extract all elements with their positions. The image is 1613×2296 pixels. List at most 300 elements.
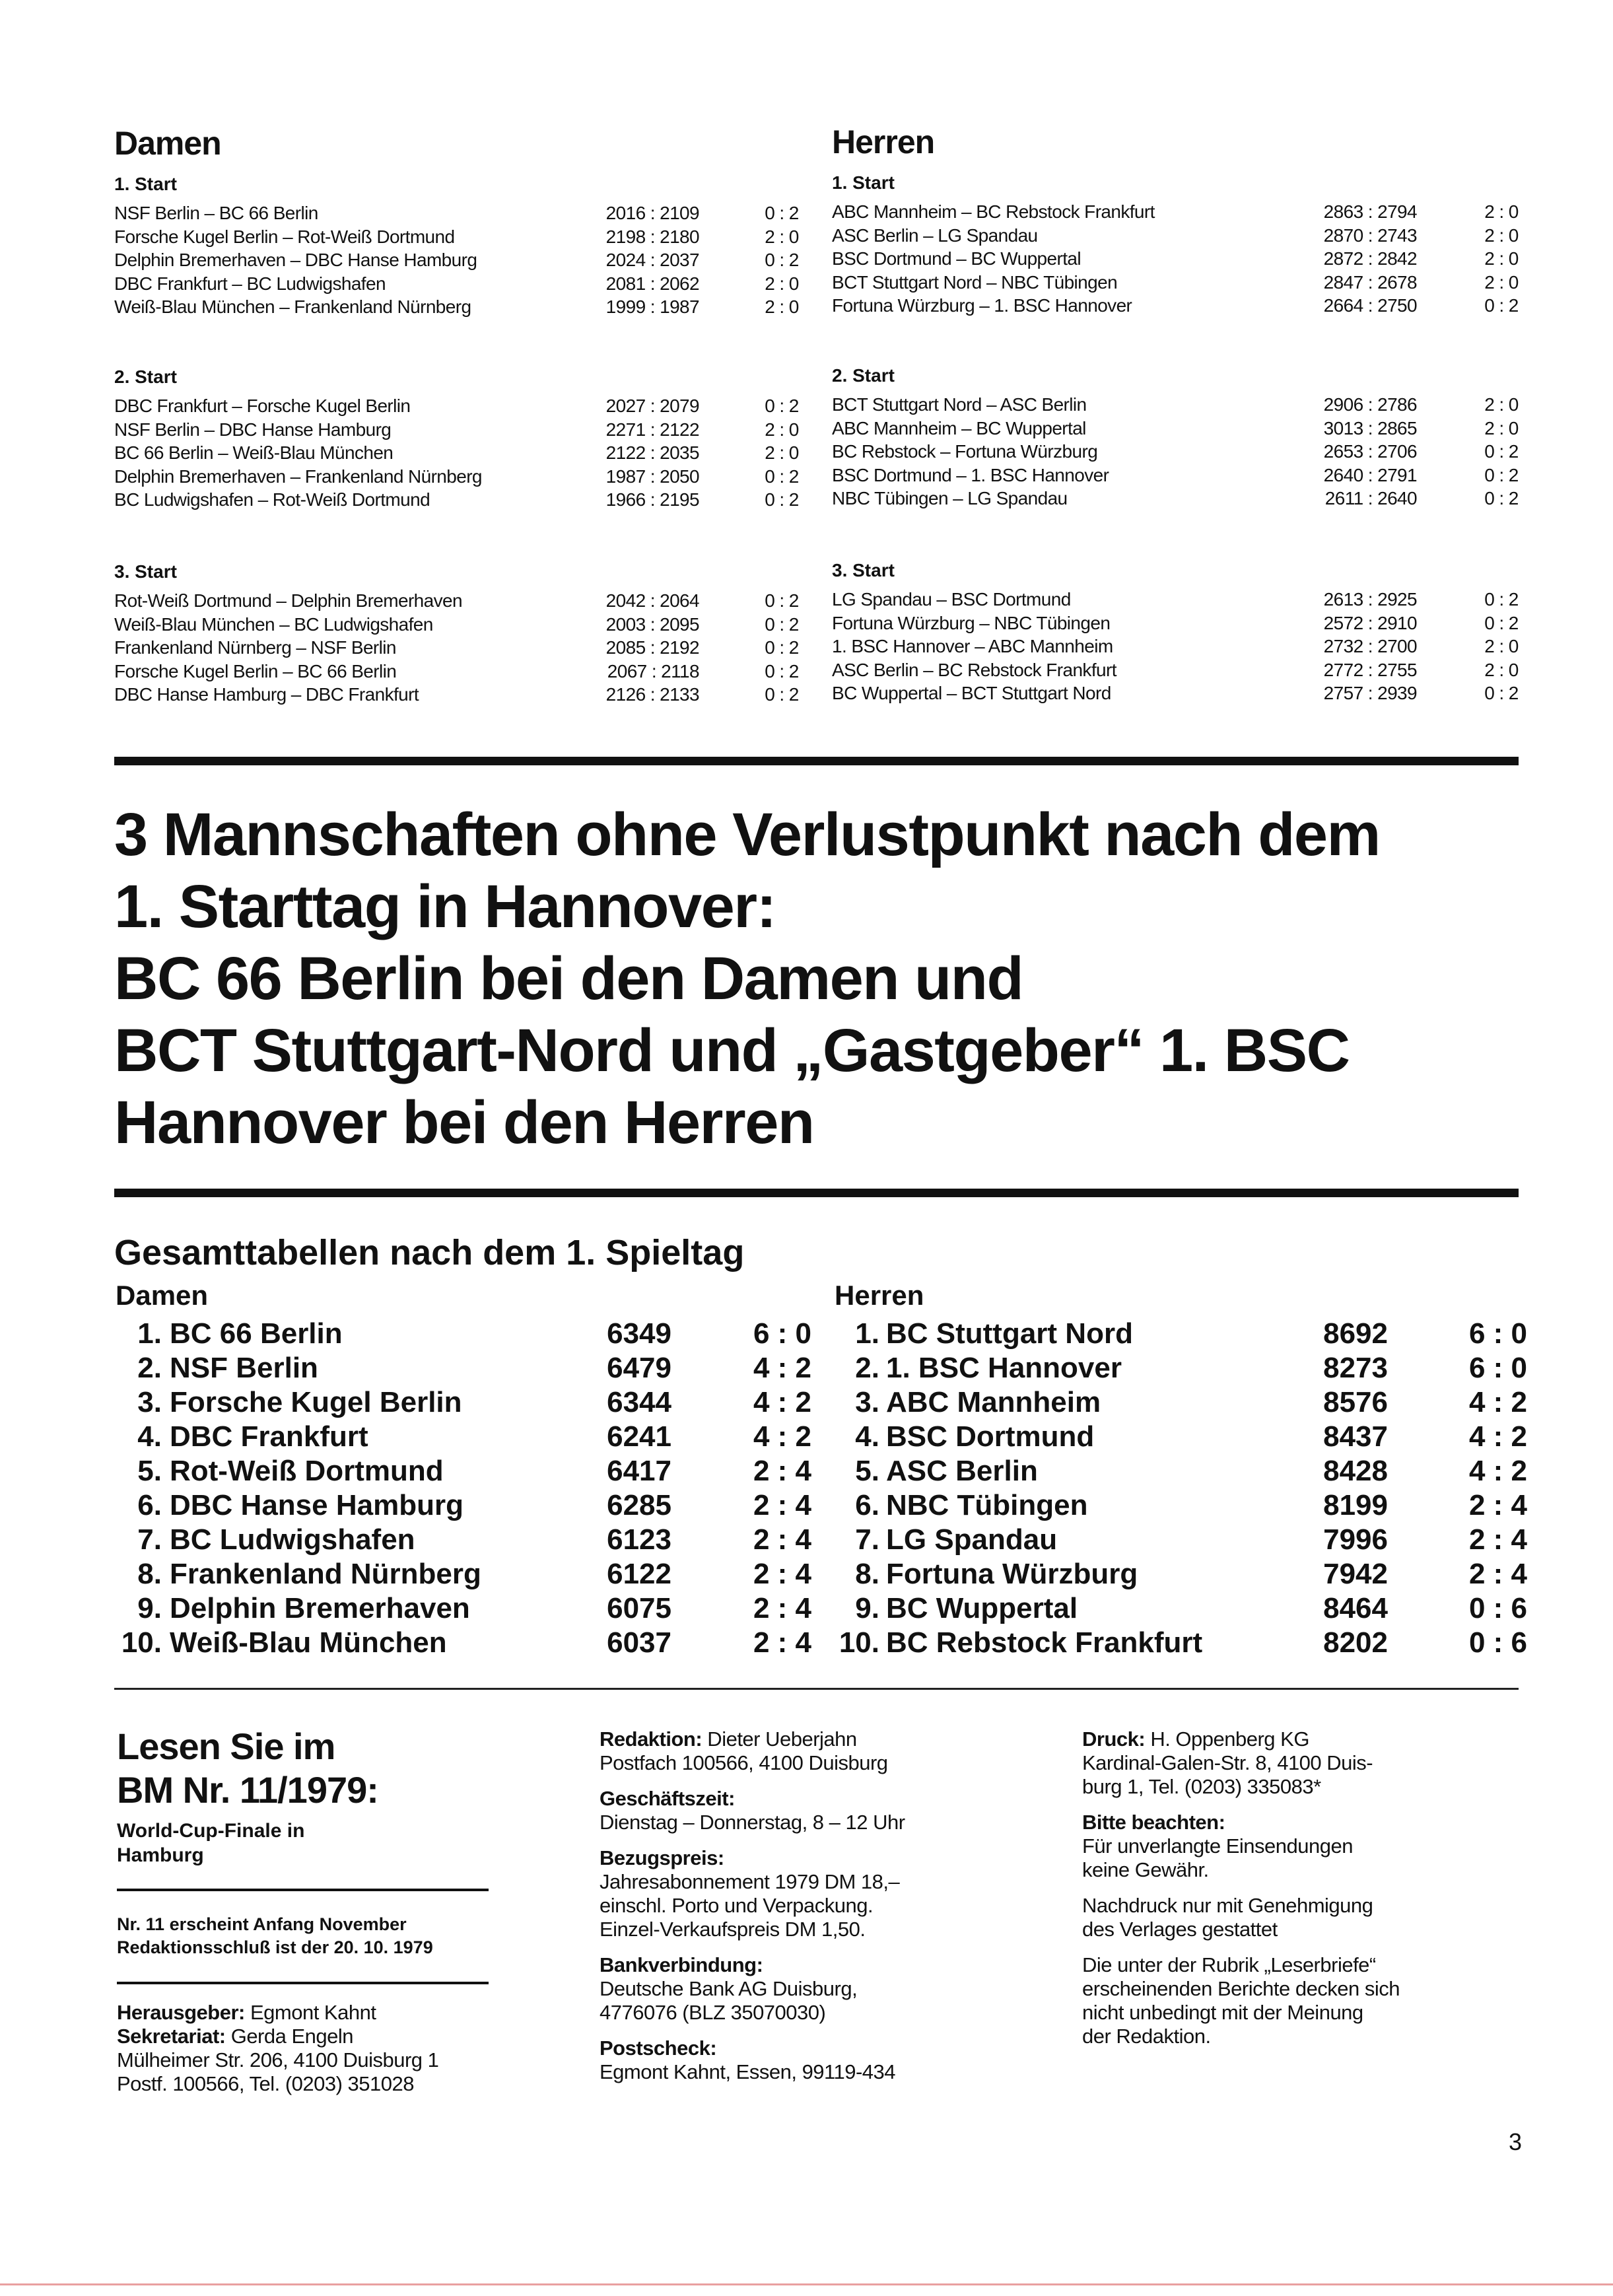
spacer (1417, 611, 1482, 635)
team-name: NSF Berlin (170, 1352, 318, 1384)
match-pairing: Forsche Kugel Berlin – BC 66 Berlin (114, 660, 397, 681)
spacer (1388, 1454, 1468, 1488)
total-pins: 6037 (607, 1626, 671, 1659)
match-score: 2611 : 2640 (1324, 488, 1417, 508)
match-pairing: ABC Mannheim – BC Rebstock Frankfurt (832, 201, 1155, 222)
imprint-line: Egmont Kahnt, Essen, 99119-434 (600, 2060, 896, 2083)
match-row (114, 295, 802, 319)
standings-row (832, 1317, 1528, 1351)
total-pins: 8199 (1323, 1489, 1388, 1521)
standings-row (832, 1591, 1528, 1626)
match-score: 2906 : 2786 (1323, 394, 1417, 415)
standings-row (112, 1454, 812, 1488)
team-name: ABC Mannheim (886, 1386, 1101, 1418)
imprint-label: Geschäftszeit: (600, 1787, 735, 1810)
damen-start-3 (114, 560, 802, 707)
imprint-line: burg 1, Tel. (0203) 335083* (1082, 1775, 1321, 1798)
spacer (879, 1351, 886, 1385)
imprint-heading (600, 1787, 905, 1811)
match-row (114, 248, 802, 272)
match-pairing: BC Rebstock – Fortuna Würzburg (832, 441, 1098, 462)
match-pairing: DBC Frankfurt – Forsche Kugel Berlin (114, 396, 411, 416)
match-points: 0 : 6 (1468, 1626, 1528, 1659)
spacer (1388, 1317, 1468, 1351)
spacer (879, 1420, 886, 1454)
spacer (671, 1420, 753, 1454)
standings-row (832, 1351, 1528, 1385)
imprint-block (600, 1953, 905, 2025)
total-pins: 6285 (607, 1489, 671, 1521)
spacer (1388, 1420, 1468, 1454)
spacer (879, 1523, 886, 1557)
standings-row (112, 1317, 812, 1351)
spacer (1417, 487, 1482, 510)
match-points: 2 : 4 (1468, 1558, 1528, 1590)
team-name: LG Spandau (886, 1523, 1058, 1556)
match-row (832, 464, 1521, 487)
team-name: Forsche Kugel Berlin (170, 1386, 462, 1418)
rank: 5. (137, 1455, 162, 1487)
spacer (699, 248, 762, 272)
match-pairing: NBC Tübingen – LG Spandau (832, 488, 1068, 508)
standings-row (112, 1385, 812, 1420)
standings-damen-table (112, 1317, 812, 1660)
rank: 8. (855, 1558, 879, 1590)
match-score: 2870 : 2743 (1323, 225, 1417, 246)
spacer (879, 1488, 886, 1523)
match-score: 2085 : 2192 (605, 637, 699, 658)
match-result: 0 : 2 (1484, 683, 1519, 703)
match-score: 2126 : 2133 (605, 684, 699, 705)
match-score: 2122 : 2035 (605, 442, 699, 463)
match-row (832, 247, 1521, 271)
damen-start-1 (114, 172, 802, 319)
total-pins: 8273 (1323, 1352, 1388, 1384)
divider-rule (114, 757, 1519, 765)
start-label: 3. Start (114, 561, 177, 582)
standings-row (832, 1557, 1528, 1591)
team-name: 1. BSC Hannover (886, 1352, 1122, 1384)
imprint-line: Kardinal-Galen-Str. 8, 4100 Duis- (1082, 1751, 1373, 1774)
match-row (832, 393, 1521, 417)
damen-results-heading: Damen (114, 125, 221, 162)
standings-herren-label: Herren (835, 1280, 924, 1311)
next-issue-notice (117, 1913, 433, 1959)
headline-line: BC 66 Berlin bei den Damen und (114, 945, 1023, 1012)
match-score: 2664 : 2750 (1323, 295, 1417, 316)
match-score: 2872 : 2842 (1323, 248, 1417, 269)
imprint-heading (600, 1846, 905, 1870)
match-result: 0 : 2 (1484, 488, 1519, 508)
team-name: Rot-Weiß Dortmund (170, 1455, 444, 1487)
imprint-label: Bezugspreis: (600, 1846, 724, 1869)
footer-rule (117, 1889, 489, 1891)
bottom-red-rule (0, 2283, 1613, 2285)
imprint-line: erscheinenden Berichte decken sich (1082, 1977, 1400, 2000)
standings-row (112, 1557, 812, 1591)
imprint-label: Postscheck: (600, 2036, 717, 2060)
publisher-label: Herausgeber: (117, 2001, 245, 2024)
herren-start-3 (832, 559, 1521, 705)
rank: 7. (855, 1523, 879, 1556)
team-name: Weiß-Blau München (170, 1626, 447, 1659)
spacer (1417, 440, 1482, 464)
match-points: 6 : 0 (1468, 1317, 1528, 1350)
spacer (671, 1488, 753, 1523)
spacer (879, 1591, 886, 1626)
spacer (1417, 658, 1482, 682)
rank: 4. (137, 1420, 162, 1453)
standings-row (832, 1385, 1528, 1420)
rank: 3. (855, 1386, 879, 1418)
imprint-heading (600, 2036, 905, 2060)
match-row (832, 271, 1521, 295)
team-name: BC Stuttgart Nord (886, 1317, 1133, 1350)
standings-row (832, 1626, 1528, 1660)
match-result: 2 : 0 (765, 273, 799, 294)
spacer (1388, 1523, 1468, 1557)
match-pairing: BC 66 Berlin – Weiß-Blau München (114, 442, 394, 463)
match-pairing: Fortuna Würzburg – 1. BSC Hannover (832, 295, 1132, 316)
rank: 2. (137, 1352, 162, 1384)
match-score: 2003 : 2095 (605, 613, 699, 635)
imprint-heading (600, 1953, 905, 1977)
spacer (162, 1454, 170, 1488)
total-pins: 7996 (1323, 1523, 1388, 1556)
match-pairing: DBC Hanse Hamburg – DBC Frankfurt (114, 684, 419, 705)
match-row (832, 294, 1521, 318)
spacer (879, 1557, 886, 1591)
match-result: 0 : 2 (765, 660, 799, 681)
secretariat-value: Gerda Engeln (225, 2025, 354, 2048)
page-number: 3 (1509, 2128, 1523, 2155)
match-points: 4 : 2 (1468, 1420, 1528, 1453)
preview-topic: Hamburg (117, 1844, 204, 1866)
match-pairing: BC Wuppertal – BCT Stuttgart Nord (832, 683, 1111, 703)
match-score: 2198 : 2180 (605, 226, 699, 247)
match-row (114, 201, 802, 225)
imprint-block (600, 1787, 905, 1834)
match-row (114, 418, 802, 442)
spacer (671, 1626, 753, 1660)
spacer (879, 1626, 886, 1660)
secretariat-label: Sekretariat: (117, 2025, 226, 2048)
spacer (162, 1557, 170, 1591)
herren-start-1 (832, 171, 1521, 318)
spacer (671, 1351, 753, 1385)
match-result: 2 : 0 (765, 226, 799, 247)
standings-row (112, 1351, 812, 1385)
imprint-line: des Verlages gestattet (1082, 1918, 1278, 1941)
match-points: 4 : 2 (753, 1420, 812, 1453)
rank: 9. (137, 1592, 162, 1624)
match-result: 2 : 0 (765, 442, 799, 463)
start-label: 3. Start (832, 560, 895, 580)
match-pairing: BCT Stuttgart Nord – NBC Tübingen (832, 271, 1118, 293)
spacer (671, 1523, 753, 1557)
total-pins: 6122 (607, 1558, 671, 1590)
spacer (1388, 1488, 1468, 1523)
match-row (832, 440, 1521, 464)
match-points: 2 : 4 (1468, 1489, 1528, 1521)
standings-row (112, 1523, 812, 1557)
match-points: 2 : 4 (753, 1558, 812, 1590)
match-score: 2271 : 2122 (605, 419, 699, 440)
spacer (699, 441, 762, 465)
match-row (114, 225, 802, 249)
spacer (879, 1317, 886, 1351)
match-score: 2653 : 2706 (1323, 441, 1417, 462)
match-result: 2 : 0 (765, 296, 799, 317)
imprint-line: Einzel-Verkaufspreis DM 1,50. (600, 1918, 866, 1941)
spacer (162, 1626, 170, 1660)
match-pairing: 1. BSC Hannover – ABC Mannheim (832, 636, 1113, 656)
spacer (162, 1351, 170, 1385)
rank: 7. (137, 1523, 162, 1556)
match-pairing: Fortuna Würzburg – NBC Tübingen (832, 612, 1111, 633)
match-score: 2757 : 2939 (1323, 683, 1417, 703)
spacer (1417, 200, 1482, 224)
divider-rule (114, 1189, 1519, 1197)
total-pins: 8692 (1323, 1317, 1388, 1350)
publisher-value: Egmont Kahnt (244, 2001, 376, 2024)
team-name: BC Ludwigshafen (170, 1523, 415, 1556)
team-name: DBC Frankfurt (170, 1420, 368, 1453)
standings-row (112, 1591, 812, 1626)
match-pairing: DBC Frankfurt – BC Ludwigshafen (114, 273, 386, 294)
imprint-block (600, 1727, 905, 1775)
spacer (699, 465, 762, 489)
spacer (162, 1385, 170, 1420)
spacer (1417, 247, 1482, 271)
address-line: Mülheimer Str. 206, 4100 Duisburg 1 (117, 2048, 439, 2071)
match-row (832, 487, 1521, 510)
match-score: 2067 : 2118 (607, 660, 699, 681)
rank: 8. (137, 1558, 162, 1590)
spacer (1388, 1591, 1468, 1626)
match-result: 2 : 0 (1484, 201, 1519, 222)
match-row (114, 394, 802, 418)
standings-title: Gesamttabellen nach dem 1. Spieltag (114, 1233, 745, 1272)
total-pins: 6479 (607, 1352, 671, 1384)
match-result: 0 : 2 (765, 613, 799, 635)
spacer (699, 488, 762, 512)
imprint-line: Jahresabonnement 1979 DM 18,– (600, 1870, 900, 1893)
total-pins: 7942 (1323, 1558, 1388, 1590)
rank: 1. (855, 1317, 879, 1350)
match-points: 2 : 4 (753, 1523, 812, 1556)
team-name: BC Wuppertal (886, 1592, 1078, 1624)
match-points: 2 : 4 (753, 1455, 812, 1487)
match-row (114, 683, 802, 707)
match-points: 2 : 4 (753, 1489, 812, 1521)
match-score: 2016 : 2109 (605, 203, 699, 223)
match-row (114, 488, 802, 512)
match-row (114, 660, 802, 683)
match-result: 0 : 2 (765, 637, 799, 658)
imprint-block (1082, 1953, 1400, 2048)
match-score: 2732 : 2700 (1323, 636, 1417, 656)
match-score: 2572 : 2910 (1323, 612, 1417, 633)
divider-rule (114, 1688, 1519, 1690)
match-result: 2 : 0 (765, 419, 799, 440)
total-pins: 6075 (607, 1592, 671, 1624)
imprint-line: 4776076 (BLZ 35070030) (600, 2001, 826, 2024)
imprint-line: Die unter der Rubrik „Leserbriefe“ (1082, 1953, 1376, 1976)
total-pins: 8437 (1323, 1420, 1388, 1453)
total-pins: 6241 (607, 1420, 671, 1453)
spacer (1388, 1351, 1468, 1385)
spacer (699, 418, 762, 442)
match-result: 0 : 2 (1484, 612, 1519, 633)
rank: 6. (855, 1489, 879, 1521)
spacer (699, 394, 762, 418)
match-points: 2 : 4 (753, 1626, 812, 1659)
spacer (1388, 1385, 1468, 1420)
match-pairing: Frankenland Nürnberg – NSF Berlin (114, 637, 396, 658)
total-pins: 8202 (1323, 1626, 1388, 1659)
match-score: 2863 : 2794 (1323, 201, 1417, 222)
start-label: 1. Start (832, 172, 895, 193)
spacer (699, 683, 762, 707)
headline (114, 799, 1380, 1159)
match-points: 4 : 2 (753, 1386, 812, 1418)
damen-start-2 (114, 365, 802, 512)
imprint-label: Druck: (1082, 1727, 1146, 1751)
imprint-block (600, 1846, 905, 1941)
match-result: 2 : 0 (1484, 271, 1519, 293)
total-pins: 8464 (1323, 1592, 1388, 1624)
match-result: 2 : 0 (1484, 248, 1519, 269)
match-pairing: BSC Dortmund – 1. BSC Hannover (832, 464, 1109, 485)
herren-start-2 (832, 364, 1521, 510)
start-label: 2. Start (114, 366, 177, 387)
match-row (114, 589, 802, 613)
match-score: 1999 : 1987 (605, 296, 699, 317)
spacer (162, 1488, 170, 1523)
imprint-line: einschl. Porto und Verpackung. (600, 1894, 874, 1917)
imprint-column-3 (1082, 1727, 1400, 2060)
imprint-heading (1082, 1811, 1400, 1834)
rank: 10. (839, 1626, 879, 1659)
spacer (1417, 393, 1482, 417)
spacer (699, 636, 762, 660)
imprint-heading (600, 1727, 905, 1751)
spacer (671, 1317, 753, 1351)
imprint-line: der Redaktion. (1082, 2025, 1211, 2048)
match-pairing: BCT Stuttgart Nord – ASC Berlin (832, 394, 1087, 415)
headline-line: 1. Starttag in Hannover: (114, 873, 776, 940)
spacer (671, 1557, 753, 1591)
total-pins: 6123 (607, 1523, 671, 1556)
imprint-column-2 (600, 1727, 905, 2096)
match-result: 0 : 2 (1484, 589, 1519, 609)
match-row (832, 658, 1521, 682)
match-row (114, 636, 802, 660)
imprint-label: Bitte beachten: (1082, 1811, 1225, 1834)
spacer (699, 225, 762, 249)
standings-row (112, 1626, 812, 1660)
match-points: 2 : 4 (753, 1592, 812, 1624)
team-name: BC 66 Berlin (170, 1317, 343, 1350)
match-result: 0 : 2 (765, 590, 799, 611)
imprint-label: Bankverbindung: (600, 1953, 763, 1976)
headline-line: BCT Stuttgart-Nord und „Gastgeber“ 1. BSC (114, 1017, 1350, 1084)
spacer (671, 1385, 753, 1420)
match-row (114, 441, 802, 465)
match-pairing: ABC Mannheim – BC Wuppertal (832, 417, 1086, 438)
match-points: 0 : 6 (1468, 1592, 1528, 1624)
spacer (699, 201, 762, 225)
match-score: 1987 : 2050 (605, 466, 699, 487)
preview-box (117, 1725, 378, 1867)
team-name: BSC Dortmund (886, 1420, 1095, 1453)
spacer (162, 1523, 170, 1557)
rank: 5. (855, 1455, 879, 1487)
imprint-block (1082, 1811, 1400, 1882)
match-score: 1966 : 2195 (605, 489, 699, 510)
match-pairing: Weiß-Blau München – Frankenland Nürnberg (114, 296, 471, 317)
match-result: 0 : 2 (1484, 441, 1519, 462)
match-pairing: Rot-Weiß Dortmund – Delphin Bremerhaven (114, 590, 462, 611)
publisher-info (117, 2001, 438, 2096)
match-score: 2847 : 2678 (1323, 271, 1417, 293)
standings-row (112, 1420, 812, 1454)
match-score: 2081 : 2062 (605, 273, 699, 294)
spacer (699, 272, 762, 296)
match-pairing: Forsche Kugel Berlin – Rot-Weiß Dortmund (114, 226, 455, 247)
match-score: 2613 : 2925 (1323, 589, 1417, 609)
spacer (671, 1591, 753, 1626)
headline-line: 3 Mannschaften ohne Verlustpunkt nach dem (114, 801, 1380, 868)
standings-row (832, 1523, 1528, 1557)
match-row (832, 611, 1521, 635)
rank: 3. (137, 1386, 162, 1418)
imprint-value: Dieter Ueberjahn (702, 1727, 857, 1751)
spacer (162, 1317, 170, 1351)
match-result: 0 : 2 (765, 466, 799, 487)
match-points: 4 : 2 (1468, 1455, 1528, 1487)
spacer (671, 1454, 753, 1488)
match-pairing: Weiß-Blau München – BC Ludwigshafen (114, 613, 433, 635)
start-label: 1. Start (114, 174, 177, 194)
match-row (832, 635, 1521, 658)
standings-row (832, 1454, 1528, 1488)
total-pins: 6417 (607, 1455, 671, 1487)
spacer (1417, 588, 1482, 611)
imprint-heading (1082, 1727, 1400, 1751)
rank: 1. (137, 1317, 162, 1350)
match-result: 2 : 0 (1484, 659, 1519, 680)
match-pairing: ASC Berlin – BC Rebstock Frankfurt (832, 659, 1116, 680)
spacer (1417, 635, 1482, 658)
match-row (832, 588, 1521, 611)
preview-topic: World-Cup-Finale in (117, 1820, 305, 1842)
imprint-line: Deutsche Bank AG Duisburg, (600, 1977, 858, 2000)
team-name: Delphin Bremerhaven (170, 1592, 470, 1624)
standings-herren-table (832, 1317, 1528, 1660)
team-name: Frankenland Nürnberg (170, 1558, 481, 1590)
match-result: 0 : 2 (765, 396, 799, 416)
match-pairing: BC Ludwigshafen – Rot-Weiß Dortmund (114, 489, 430, 510)
standings-row (112, 1488, 812, 1523)
preview-title: Lesen Sie im (117, 1725, 335, 1767)
preview-title: BM Nr. 11/1979: (117, 1769, 378, 1811)
match-result: 2 : 0 (1484, 417, 1519, 438)
imprint-line: Für unverlangte Einsendungen (1082, 1834, 1353, 1858)
match-row (114, 272, 802, 296)
match-points: 4 : 2 (1468, 1386, 1528, 1418)
